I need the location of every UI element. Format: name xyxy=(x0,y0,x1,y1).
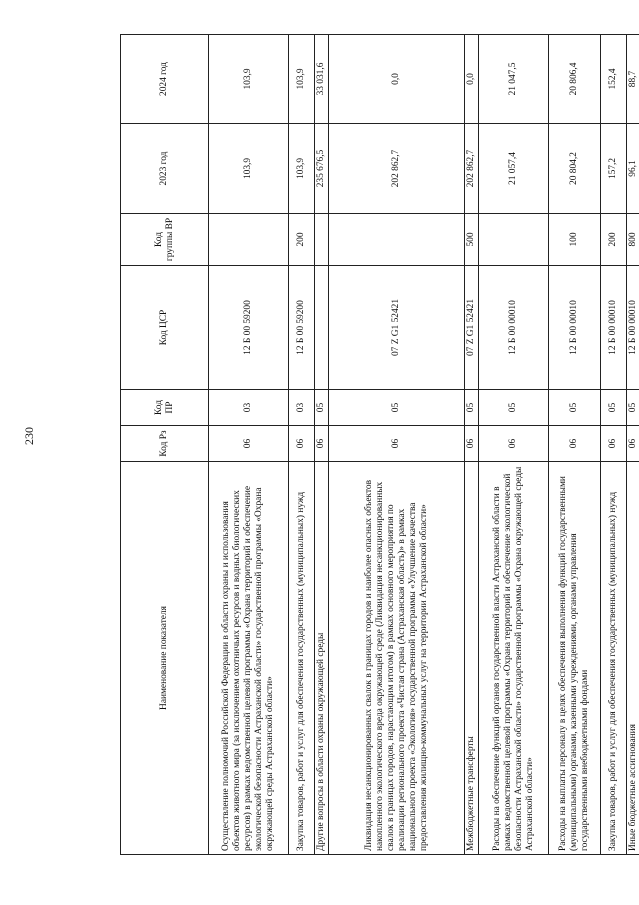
header-2023: 2023 год xyxy=(121,124,209,214)
row-rz: 06 xyxy=(479,426,549,462)
row-csr: 07 Z G1 52421 xyxy=(465,266,479,390)
row-2023: 20 804,2 xyxy=(549,124,601,214)
row-2023: 235 676,5 xyxy=(315,124,329,214)
row-pr: 05 xyxy=(465,390,479,426)
row-2023: 21 057,4 xyxy=(479,124,549,214)
header-vr: Код группы ВР xyxy=(121,214,209,266)
row-2024: 0,0 xyxy=(465,35,479,124)
budget-table xyxy=(120,34,639,855)
row-rz: 06 xyxy=(329,426,465,462)
row-name: Расходы на выплаты персоналу в целях обеспечения выполнения функций государственными (муниципальными) органами, казенными учреждениями, органами управления государственными внебюджетными фондами xyxy=(549,462,601,855)
row-2023: 202 862,7 xyxy=(465,124,479,214)
row-pr: 05 xyxy=(329,390,465,426)
row-pr: 03 xyxy=(289,390,315,426)
row-rz: 06 xyxy=(601,426,627,462)
row-vr xyxy=(479,214,549,266)
row-vr xyxy=(315,214,329,266)
row-rz: 06 xyxy=(289,426,315,462)
row-2023: 103,9 xyxy=(209,124,289,214)
row-2024: 33 031,6 xyxy=(315,35,329,124)
table-row xyxy=(289,35,315,855)
row-vr: 100 xyxy=(549,214,601,266)
row-rz: 06 xyxy=(627,426,639,462)
row-rz: 06 xyxy=(465,426,479,462)
row-name: Другие вопросы в области охраны окружающей среды xyxy=(315,462,329,855)
row-name: Иные бюджетные ассигнования xyxy=(627,462,639,855)
row-name: Осуществление полномочий Российской Федерации в области охраны и использования объектов животного мира (за исключением охотничьих ресурсов и водных биологических ресурсов) в рамках ведомственной целевой программы «Охрана территорий и обеспечение экологической безопасности Астраханской области» государственной программы «Охрана окружающей среды Астраханской области» xyxy=(209,462,289,855)
row-csr: 12 Б 00 59200 xyxy=(209,266,289,390)
row-vr: 500 xyxy=(465,214,479,266)
header-rz: Код Рз xyxy=(121,426,209,462)
row-rz: 06 xyxy=(315,426,329,462)
row-pr: 05 xyxy=(479,390,549,426)
table-row xyxy=(315,35,329,855)
row-2024: 0,0 xyxy=(329,35,465,124)
page-number: 230 xyxy=(22,427,36,445)
row-2024: 20 806,4 xyxy=(549,35,601,124)
row-2024: 103,9 xyxy=(289,35,315,124)
row-pr: 03 xyxy=(209,390,289,426)
row-name: Межбюджетные трансферты xyxy=(465,462,479,855)
row-2023: 157,2 xyxy=(601,124,627,214)
row-vr xyxy=(209,214,289,266)
row-name: Закупка товаров, работ и услуг для обеспечения государственных (муниципальных) нужд xyxy=(289,462,315,855)
row-pr: 05 xyxy=(549,390,601,426)
row-pr: 05 xyxy=(601,390,627,426)
row-2024: 103,9 xyxy=(209,35,289,124)
row-csr: 07 Z G1 52421 xyxy=(329,266,465,390)
row-csr: 12 Б 00 00010 xyxy=(601,266,627,390)
row-2024: 21 047,5 xyxy=(479,35,549,124)
row-2023: 202 862,7 xyxy=(329,124,465,214)
row-name: Ликвидация несанкционированных свалок в границах городов и наиболее опасных объектов накопленного экологического вреда окружающей среде (Ликвидация несанкционированных свалок в границах городов, нарастающим итогом) в рамках основного мероприятия по реализации регионального проекта «Чистая страна (Астраханская область)» в рамках национального проекта «Экология» государственной программы «Улучшение качества предоставления жилищно-коммунальных услуг на территории Астраханской области» xyxy=(329,462,465,855)
table-row xyxy=(465,35,479,855)
table-row xyxy=(209,35,289,855)
row-name: Расходы на обеспечение функций органов государственной власти Астраханской области в рамках ведомственной целевой программы «Охрана территорий и обеспечение экологической безопасности Астраханской области» государственной программы «Охрана окружающей среды Астраханской области» xyxy=(479,462,549,855)
row-csr: 12 Б 00 00010 xyxy=(549,266,601,390)
row-vr xyxy=(329,214,465,266)
row-2023: 103,9 xyxy=(289,124,315,214)
row-pr: 05 xyxy=(315,390,329,426)
table-row xyxy=(549,35,601,855)
row-vr: 800 xyxy=(627,214,639,266)
table-row xyxy=(627,35,639,855)
table-header-row xyxy=(121,35,209,855)
header-name: Наименование показателя xyxy=(121,462,209,855)
row-csr: 12 Б 00 00010 xyxy=(479,266,549,390)
table-row xyxy=(601,35,627,855)
table-row xyxy=(479,35,549,855)
header-pr: Код ПР xyxy=(121,390,209,426)
row-pr: 05 xyxy=(627,390,639,426)
row-vr: 200 xyxy=(289,214,315,266)
table-row xyxy=(329,35,465,855)
budget-table-container xyxy=(120,35,638,855)
row-rz: 06 xyxy=(549,426,601,462)
row-vr: 200 xyxy=(601,214,627,266)
row-name: Закупка товаров, работ и услуг для обеспечения государственных (муниципальных) нужд xyxy=(601,462,627,855)
header-2024: 2024 год xyxy=(121,35,209,124)
row-2023: 96,1 xyxy=(627,124,639,214)
row-csr: 12 Б 00 59200 xyxy=(289,266,315,390)
row-csr xyxy=(315,266,329,390)
row-2024: 88,7 xyxy=(627,35,639,124)
header-csr: Код ЦСР xyxy=(121,266,209,390)
row-csr: 12 Б 00 00010 xyxy=(627,266,639,390)
row-rz: 06 xyxy=(209,426,289,462)
row-2024: 152,4 xyxy=(601,35,627,124)
